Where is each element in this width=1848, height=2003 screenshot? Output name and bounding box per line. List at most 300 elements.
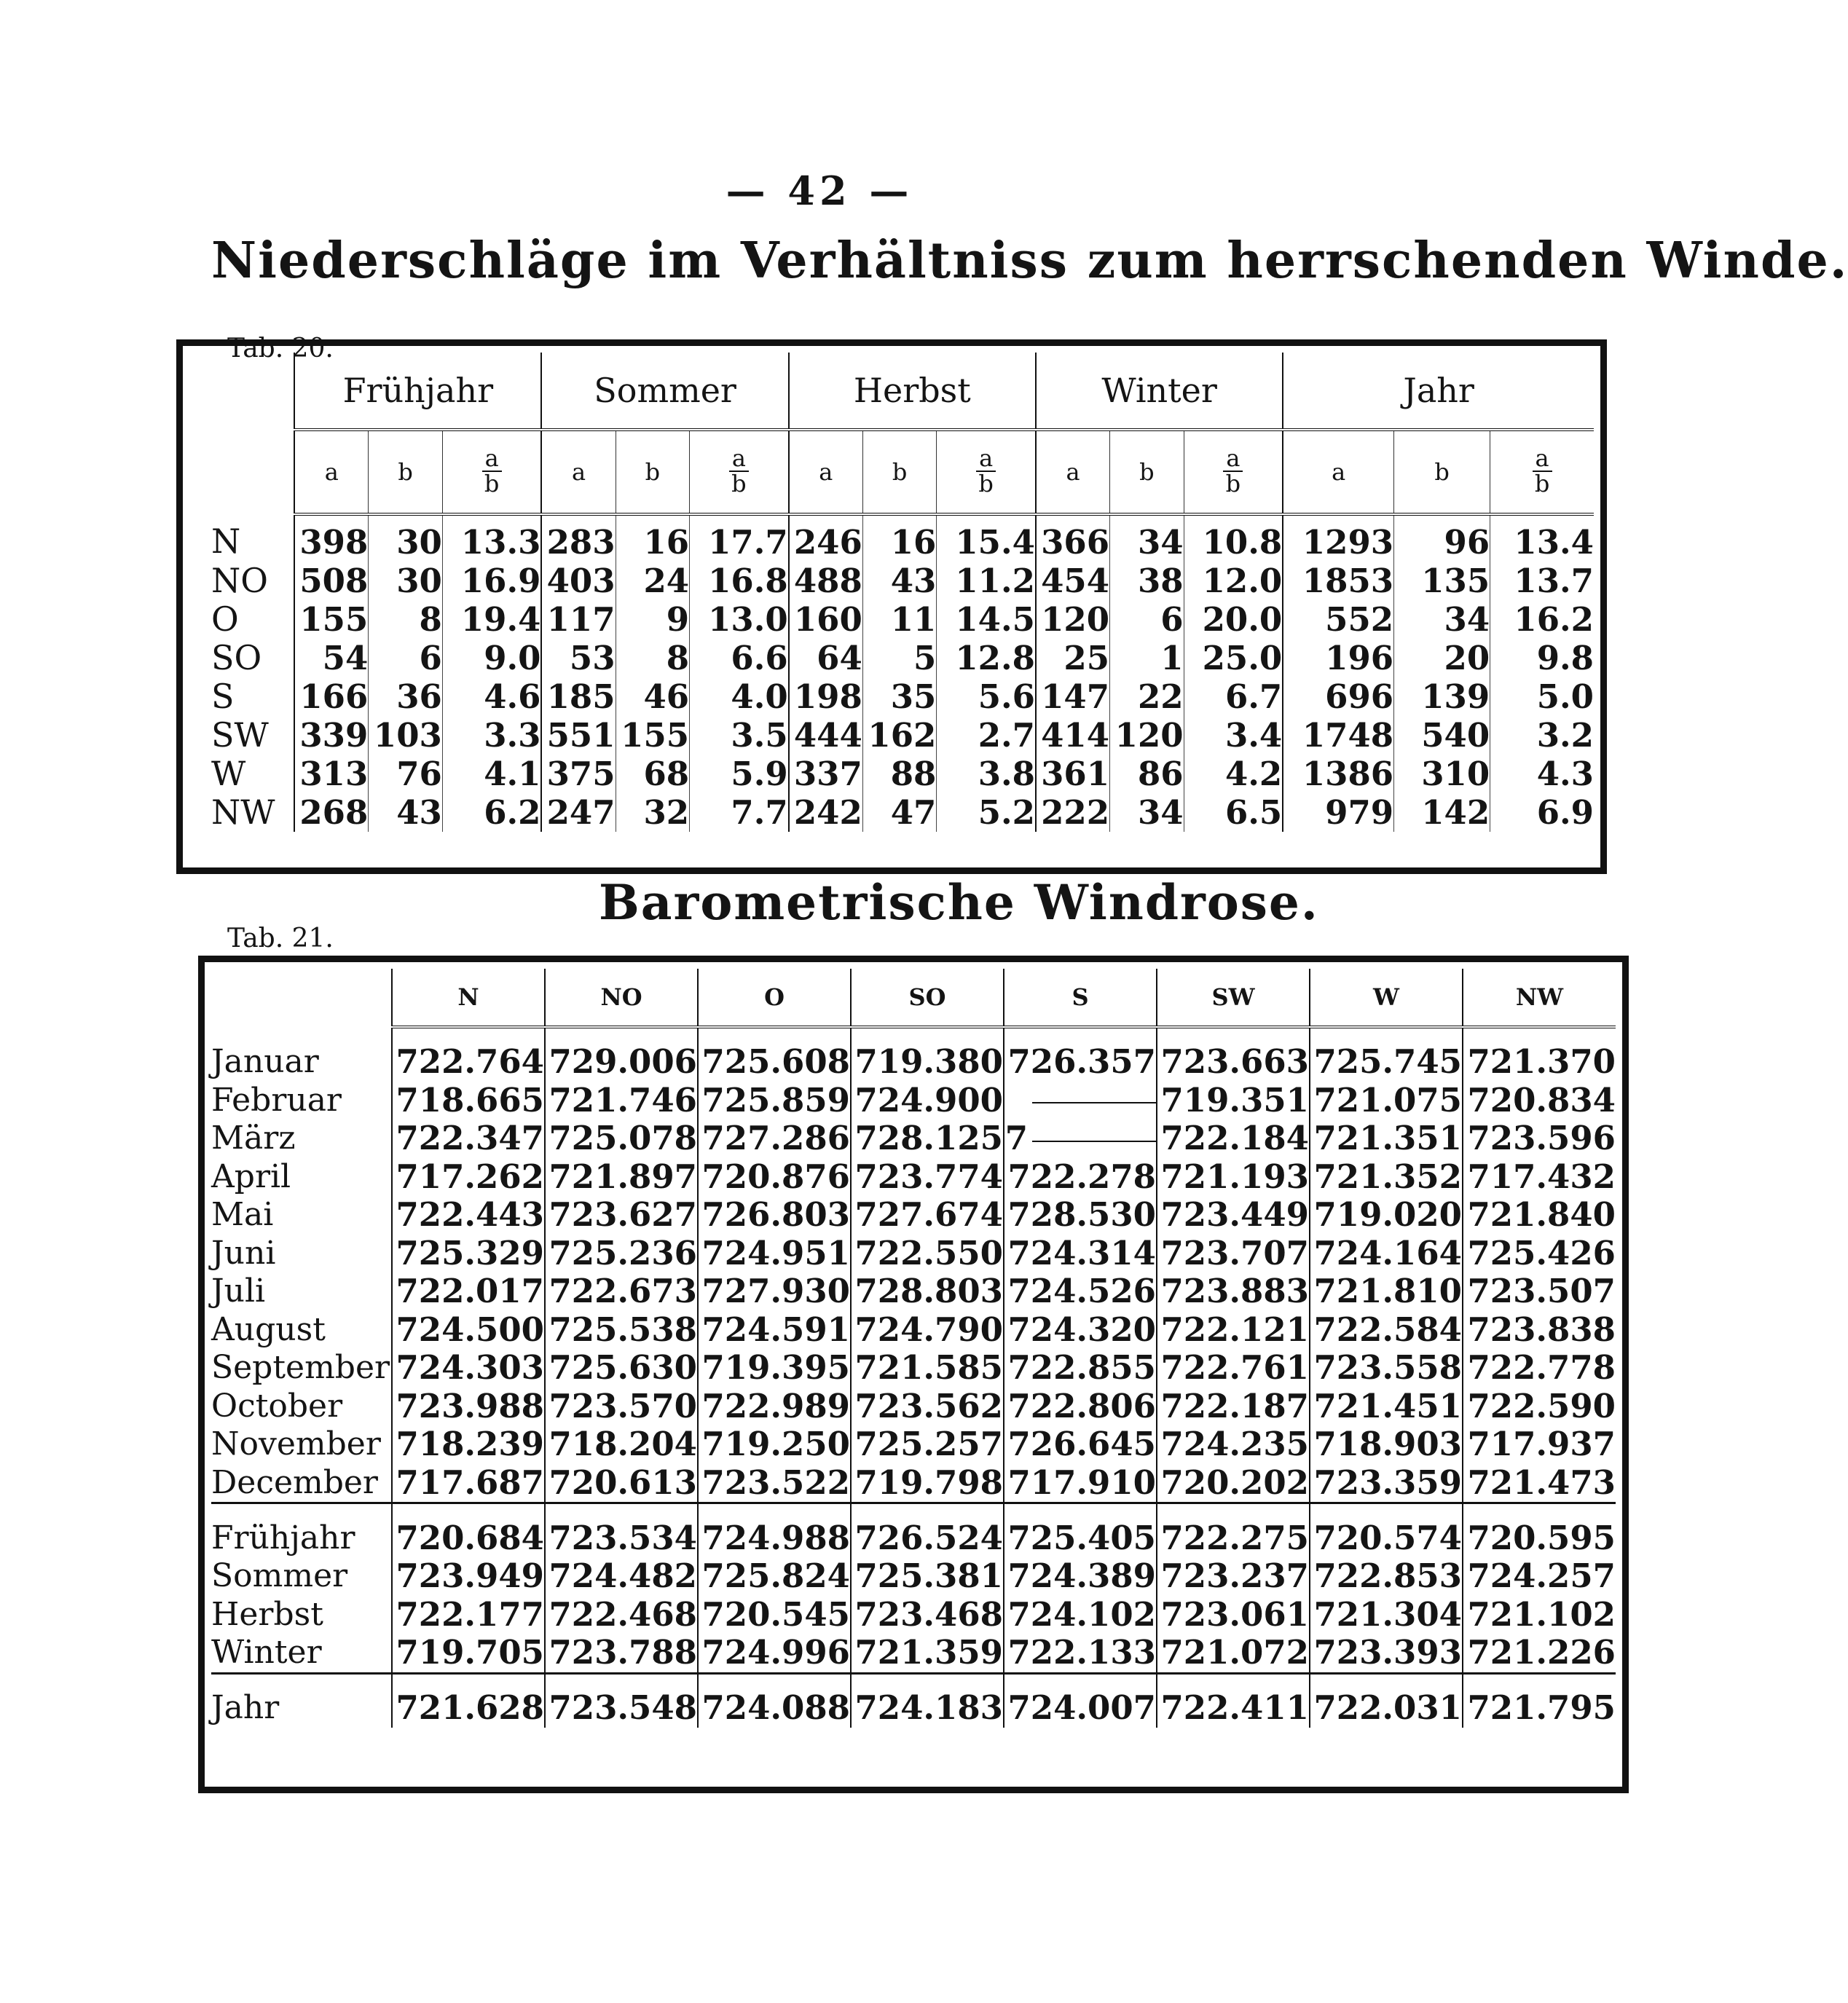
table-row — [211, 1689, 1616, 1728]
data-cell: 719.380 — [851, 1043, 1004, 1082]
table20-season-header — [189, 353, 1594, 430]
table-row — [211, 1349, 1616, 1388]
gap-cell — [698, 1503, 851, 1519]
table-row — [189, 639, 1594, 677]
data-cell: 723.707 — [1157, 1235, 1310, 1273]
gap-cell — [698, 1673, 851, 1689]
season-header: Sommer — [541, 353, 788, 430]
data-cell: 25 — [1036, 639, 1110, 677]
data-cell: 728.530 — [1004, 1196, 1157, 1235]
data-cell: 4.6 — [442, 677, 541, 716]
data-cell: 16 — [862, 514, 937, 562]
gap-cell — [1004, 1027, 1157, 1043]
data-cell: 717.910 — [1004, 1464, 1157, 1503]
gap-cell — [1463, 1673, 1616, 1689]
row-label: April — [211, 1157, 291, 1195]
data-cell: 723.596 — [1463, 1119, 1616, 1158]
data-cell: 723.534 — [545, 1519, 698, 1558]
data-cell: 728.803 — [851, 1272, 1004, 1311]
season-header: Winter — [1036, 353, 1283, 430]
data-cell: 135 — [1394, 562, 1490, 600]
frac-num: a — [1533, 446, 1552, 473]
row-label: Winter — [211, 1634, 322, 1671]
data-cell: 12.0 — [1184, 562, 1283, 600]
table-row — [211, 1235, 1616, 1273]
direction-header: N — [392, 969, 545, 1027]
row-label: Juli — [211, 1272, 266, 1310]
gap-cell — [1157, 1673, 1310, 1689]
data-cell: 185 — [541, 677, 616, 716]
gap-cell — [1157, 1503, 1310, 1519]
data-cell: 722.590 — [1463, 1388, 1616, 1426]
data-cell: 723.838 — [1463, 1311, 1616, 1350]
data-cell: 720.684 — [392, 1519, 545, 1558]
data-cell: 5.2 — [937, 793, 1036, 832]
gap-cell — [851, 1673, 1004, 1689]
data-cell: 722.584 — [1310, 1311, 1463, 1350]
table-row — [211, 1425, 1616, 1464]
row-gap — [211, 1027, 1616, 1043]
table-row — [211, 1272, 1616, 1311]
table-row — [211, 1634, 1616, 1673]
frac-den: b — [978, 470, 994, 498]
data-cell: 155 — [294, 600, 369, 639]
data-cell: 724.257 — [1463, 1557, 1616, 1596]
direction-header: O — [698, 969, 851, 1027]
table21-label: Tab. 21. — [227, 924, 334, 953]
data-cell: 5.9 — [690, 755, 789, 793]
data-cell: 53 — [541, 639, 616, 677]
sub-ratio — [442, 430, 541, 514]
data-cell: 43 — [862, 562, 937, 600]
data-cell: 724.235 — [1157, 1425, 1310, 1464]
gap-cell — [1157, 1027, 1310, 1043]
sub-a: a — [294, 430, 369, 514]
data-cell: 454 — [1036, 562, 1110, 600]
gap-cell — [545, 1027, 698, 1043]
frac-num: a — [729, 446, 749, 473]
table-row — [189, 600, 1594, 639]
row-label: December — [211, 1463, 378, 1501]
gap-cell — [392, 1027, 545, 1043]
row-label: Mai — [211, 1196, 274, 1233]
table-row — [211, 1388, 1616, 1426]
data-cell: 722.778 — [1463, 1349, 1616, 1388]
data-cell: 337 — [789, 755, 863, 793]
season-header: Frühjahr — [294, 353, 541, 430]
table-row — [211, 1196, 1616, 1235]
data-cell: 268 — [294, 793, 369, 832]
data-cell: 724.951 — [698, 1235, 851, 1273]
data-cell: 552 — [1283, 600, 1393, 639]
data-cell: 414 — [1036, 716, 1110, 755]
sub-b: b — [369, 430, 443, 514]
data-cell: 722.278 — [1004, 1158, 1157, 1197]
data-cell: 719.798 — [851, 1464, 1004, 1503]
data-cell: 723.548 — [545, 1689, 698, 1728]
direction-label: O — [211, 599, 239, 639]
data-cell: 8 — [616, 639, 690, 677]
data-cell: 723.774 — [851, 1158, 1004, 1197]
sub-ratio — [1490, 430, 1594, 514]
direction-header: S — [1004, 969, 1157, 1027]
data-cell: 120 — [1110, 716, 1184, 755]
row-label: Frühjahr — [211, 1519, 355, 1557]
sub-b: b — [616, 430, 690, 514]
frac-den: b — [1534, 470, 1550, 498]
blank-dash — [1032, 1102, 1156, 1103]
data-cell: 246 — [789, 514, 863, 562]
frac-den: b — [484, 470, 500, 498]
gap-cell — [545, 1503, 698, 1519]
data-cell: 722.673 — [545, 1272, 698, 1311]
data-cell: 726.803 — [698, 1196, 851, 1235]
data-cell: 6.7 — [1184, 677, 1283, 716]
data-cell: 721.473 — [1463, 1464, 1616, 1503]
data-cell: 5.0 — [1490, 677, 1594, 716]
data-cell: 722.031 — [1310, 1689, 1463, 1728]
data-cell: 721.795 — [1463, 1689, 1616, 1728]
data-cell: 725.745 — [1310, 1043, 1463, 1082]
data-cell: 725.630 — [545, 1349, 698, 1388]
data-cell: 86 — [1110, 755, 1184, 793]
data-cell: 723.061 — [1157, 1596, 1310, 1634]
direction-header: NO — [545, 969, 698, 1027]
gap-cell — [392, 1673, 545, 1689]
data-cell: 9.8 — [1490, 639, 1594, 677]
data-cell: 6.9 — [1490, 793, 1594, 832]
data-cell: 721.451 — [1310, 1388, 1463, 1426]
data-cell: 723.393 — [1310, 1634, 1463, 1673]
data-cell: 9 — [616, 600, 690, 639]
data-cell: 724.591 — [698, 1311, 851, 1350]
data-cell: 6.6 — [690, 639, 789, 677]
data-cell: 724.389 — [1004, 1557, 1157, 1596]
row-label: August — [211, 1310, 326, 1348]
table-row — [211, 1311, 1616, 1350]
data-cell: 196 — [1283, 639, 1393, 677]
data-cell: 721.304 — [1310, 1596, 1463, 1634]
gap-cell — [545, 1673, 698, 1689]
table20-title: Niederschläge im Verhältniss zum herrschenden Winde. — [211, 232, 1848, 290]
data-cell: 723.522 — [698, 1464, 851, 1503]
data-cell: 6.5 — [1184, 793, 1283, 832]
sub-a: a — [1283, 430, 1393, 514]
data-cell: 724.526 — [1004, 1272, 1157, 1311]
data-cell: 160 — [789, 600, 863, 639]
table-row — [211, 1158, 1616, 1197]
data-cell: 12.8 — [937, 639, 1036, 677]
data-cell: 724.500 — [392, 1311, 545, 1350]
data-cell: 727.674 — [851, 1196, 1004, 1235]
table-row — [211, 1082, 1616, 1120]
data-cell: 719.020 — [1310, 1196, 1463, 1235]
table21-header — [211, 969, 1616, 1027]
data-cell: 717.937 — [1463, 1425, 1616, 1464]
row-label: Sommer — [211, 1557, 348, 1594]
data-cell: 725.859 — [698, 1082, 851, 1120]
data-cell: 721.585 — [851, 1349, 1004, 1388]
data-cell: 43 — [369, 793, 443, 832]
data-cell: 723.788 — [545, 1634, 698, 1673]
direction-label: SW — [211, 715, 269, 755]
data-cell: 723.558 — [1310, 1349, 1463, 1388]
data-cell: 7.7 — [690, 793, 789, 832]
data-cell: 725.236 — [545, 1235, 698, 1273]
data-cell: 96 — [1394, 514, 1490, 562]
data-cell: 16.2 — [1490, 600, 1594, 639]
data-cell: 403 — [541, 562, 616, 600]
data-cell: 444 — [789, 716, 863, 755]
gap-cell — [1004, 1503, 1157, 1519]
direction-label: NW — [211, 792, 275, 832]
data-cell: 551 — [541, 716, 616, 755]
data-cell: 13.7 — [1490, 562, 1594, 600]
data-cell: 34 — [1110, 514, 1184, 562]
data-cell: 5 — [862, 639, 937, 677]
data-cell: 35 — [862, 677, 937, 716]
data-cell: 30 — [369, 514, 443, 562]
table-row — [189, 677, 1594, 716]
data-cell: 721.075 — [1310, 1082, 1463, 1120]
data-cell: 6.2 — [442, 793, 541, 832]
data-cell: 725.078 — [545, 1119, 698, 1158]
data-cell: 8 — [369, 600, 443, 639]
data-cell: 728.125 — [851, 1119, 1004, 1158]
direction-header: W — [1310, 969, 1463, 1027]
data-cell: 723.237 — [1157, 1557, 1310, 1596]
data-cell: 721.746 — [545, 1082, 698, 1120]
table-row — [211, 1464, 1616, 1503]
row-label: October — [211, 1387, 343, 1425]
data-cell: 47 — [862, 793, 937, 832]
row-label: Herbst — [211, 1595, 323, 1633]
data-cell: 724.164 — [1310, 1235, 1463, 1273]
data-cell: 721.226 — [1463, 1634, 1616, 1673]
data-cell: 313 — [294, 755, 369, 793]
sub-a: a — [789, 430, 863, 514]
data-cell: 339 — [294, 716, 369, 755]
data-cell: 722.184 — [1157, 1119, 1310, 1158]
data-cell: 722.411 — [1157, 1689, 1310, 1728]
data-cell: 155 — [616, 716, 690, 755]
sub-a: a — [1036, 430, 1110, 514]
data-cell: 1748 — [1283, 716, 1393, 755]
data-cell: 36 — [369, 677, 443, 716]
gap-cell — [851, 1027, 1004, 1043]
data-cell: 725.608 — [698, 1043, 851, 1082]
data-cell: 722.347 — [392, 1119, 545, 1158]
data-cell: 722.550 — [851, 1235, 1004, 1273]
data-cell: 717.432 — [1463, 1158, 1616, 1197]
data-cell: 3.8 — [937, 755, 1036, 793]
data-cell: 142 — [1394, 793, 1490, 832]
data-cell: 721.810 — [1310, 1272, 1463, 1311]
data-cell: 722.443 — [392, 1196, 545, 1235]
data-cell: 721.370 — [1463, 1043, 1616, 1082]
data-cell: 147 — [1036, 677, 1110, 716]
direction-label: S — [211, 677, 235, 716]
data-cell: 10.8 — [1184, 514, 1283, 562]
data-cell: 723.507 — [1463, 1272, 1616, 1311]
data-cell: 721.351 — [1310, 1119, 1463, 1158]
data-cell: 720.574 — [1310, 1519, 1463, 1558]
data-cell: 30 — [369, 562, 443, 600]
data-cell: 19.4 — [442, 600, 541, 639]
data-cell: 11.2 — [937, 562, 1036, 600]
data-cell: 722.017 — [392, 1272, 545, 1311]
frac-den: b — [1225, 470, 1241, 498]
direction-label: W — [211, 754, 246, 793]
data-cell: 283 — [541, 514, 616, 562]
data-cell: 722.133 — [1004, 1634, 1157, 1673]
table-row — [211, 1119, 1616, 1158]
gap-cell — [1004, 1673, 1157, 1689]
data-cell: 198 — [789, 677, 863, 716]
gap-cell — [1463, 1027, 1616, 1043]
row-label: September — [211, 1349, 390, 1386]
data-cell: 721.352 — [1310, 1158, 1463, 1197]
data-cell: 718.903 — [1310, 1425, 1463, 1464]
season-header: Jahr — [1283, 353, 1594, 430]
data-cell: 24 — [616, 562, 690, 600]
data-cell: 4.0 — [690, 677, 789, 716]
data-cell — [1004, 1082, 1157, 1120]
data-cell: 724.790 — [851, 1311, 1004, 1350]
data-cell: 11 — [862, 600, 937, 639]
data-cell: 724.183 — [851, 1689, 1004, 1728]
data-cell: 247 — [541, 793, 616, 832]
data-cell: 13.3 — [442, 514, 541, 562]
gap-cell — [211, 1673, 392, 1689]
table21 — [211, 969, 1616, 1728]
data-cell: 725.824 — [698, 1557, 851, 1596]
data-cell: 361 — [1036, 755, 1110, 793]
data-cell: 76 — [369, 755, 443, 793]
table-row — [211, 1596, 1616, 1634]
data-cell: 1 — [1110, 639, 1184, 677]
row-label: Januar — [211, 1043, 319, 1080]
data-cell: 117 — [541, 600, 616, 639]
season-header: Herbst — [789, 353, 1036, 430]
data-cell: 242 — [789, 793, 863, 832]
direction-header: SW — [1157, 969, 1310, 1027]
data-cell: 718.204 — [545, 1425, 698, 1464]
data-cell: 720.876 — [698, 1158, 851, 1197]
data-cell: 723.449 — [1157, 1196, 1310, 1235]
data-cell: 20.0 — [1184, 600, 1283, 639]
data-cell: 222 — [1036, 793, 1110, 832]
data-cell: 721.102 — [1463, 1596, 1616, 1634]
data-cell — [1004, 1119, 1157, 1158]
data-cell: 720.545 — [698, 1596, 851, 1634]
data-cell: 724.320 — [1004, 1311, 1157, 1350]
data-cell: 2.7 — [937, 716, 1036, 755]
data-cell: 722.177 — [392, 1596, 545, 1634]
data-cell: 723.883 — [1157, 1272, 1310, 1311]
table-row — [211, 1557, 1616, 1596]
data-cell: 20 — [1394, 639, 1490, 677]
data-cell: 726.357 — [1004, 1043, 1157, 1082]
table-row — [189, 562, 1594, 600]
data-cell: 88 — [862, 755, 937, 793]
data-cell: 375 — [541, 755, 616, 793]
data-cell: 725.381 — [851, 1557, 1004, 1596]
data-cell: 719.705 — [392, 1634, 545, 1673]
data-cell: 6 — [369, 639, 443, 677]
data-cell: 34 — [1394, 600, 1490, 639]
direction-header: SO — [851, 969, 1004, 1027]
row-label: Februar — [211, 1081, 342, 1119]
data-cell: 5.6 — [937, 677, 1036, 716]
data-cell: 723.663 — [1157, 1043, 1310, 1082]
data-cell: 3.2 — [1490, 716, 1594, 755]
table20-label: Tab. 20. — [227, 334, 334, 363]
gap-cell — [851, 1503, 1004, 1519]
row-gap — [211, 1503, 1616, 1519]
data-cell: 4.3 — [1490, 755, 1594, 793]
data-cell: 398 — [294, 514, 369, 562]
data-cell: 718.665 — [392, 1082, 545, 1120]
gap-cell — [1463, 1503, 1616, 1519]
data-cell: 724.900 — [851, 1082, 1004, 1120]
data-cell: 15.4 — [937, 514, 1036, 562]
table-row — [211, 1043, 1616, 1082]
data-cell: 717.262 — [392, 1158, 545, 1197]
dash-prefix: 7 — [1004, 1119, 1028, 1157]
data-cell: 3.5 — [690, 716, 789, 755]
data-cell: 724.007 — [1004, 1689, 1157, 1728]
data-cell: 720.613 — [545, 1464, 698, 1503]
data-cell: 719.351 — [1157, 1082, 1310, 1120]
data-cell: 722.761 — [1157, 1349, 1310, 1388]
row-label: Jahr — [211, 1689, 280, 1726]
gap-cell — [1310, 1673, 1463, 1689]
page-number: — 42 — — [726, 168, 913, 214]
data-cell: 696 — [1283, 677, 1393, 716]
data-cell: 719.250 — [698, 1425, 851, 1464]
row-label: November — [211, 1425, 381, 1463]
data-cell: 722.989 — [698, 1388, 851, 1426]
data-cell: 724.102 — [1004, 1596, 1157, 1634]
row-label: März — [211, 1119, 296, 1157]
row-label: Juni — [211, 1234, 276, 1272]
sub-ratio — [937, 430, 1036, 514]
direction-label: NO — [211, 561, 268, 600]
data-cell: 34 — [1110, 793, 1184, 832]
table20 — [189, 353, 1594, 832]
table-row — [189, 514, 1594, 562]
data-cell: 3.4 — [1184, 716, 1283, 755]
data-cell: 9.0 — [442, 639, 541, 677]
table20-corner — [189, 430, 294, 514]
data-cell: 724.988 — [698, 1519, 851, 1558]
data-cell: 54 — [294, 639, 369, 677]
table21-corner — [211, 969, 392, 1027]
data-cell: 1293 — [1283, 514, 1393, 562]
data-cell: 723.988 — [392, 1388, 545, 1426]
data-cell: 162 — [862, 716, 937, 755]
data-cell: 13.0 — [690, 600, 789, 639]
data-cell: 38 — [1110, 562, 1184, 600]
table-row — [189, 755, 1594, 793]
row-gap — [211, 1673, 1616, 1689]
data-cell: 721.840 — [1463, 1196, 1616, 1235]
data-cell: 724.303 — [392, 1349, 545, 1388]
data-cell: 720.202 — [1157, 1464, 1310, 1503]
data-cell: 722.764 — [392, 1043, 545, 1082]
data-cell: 64 — [789, 639, 863, 677]
